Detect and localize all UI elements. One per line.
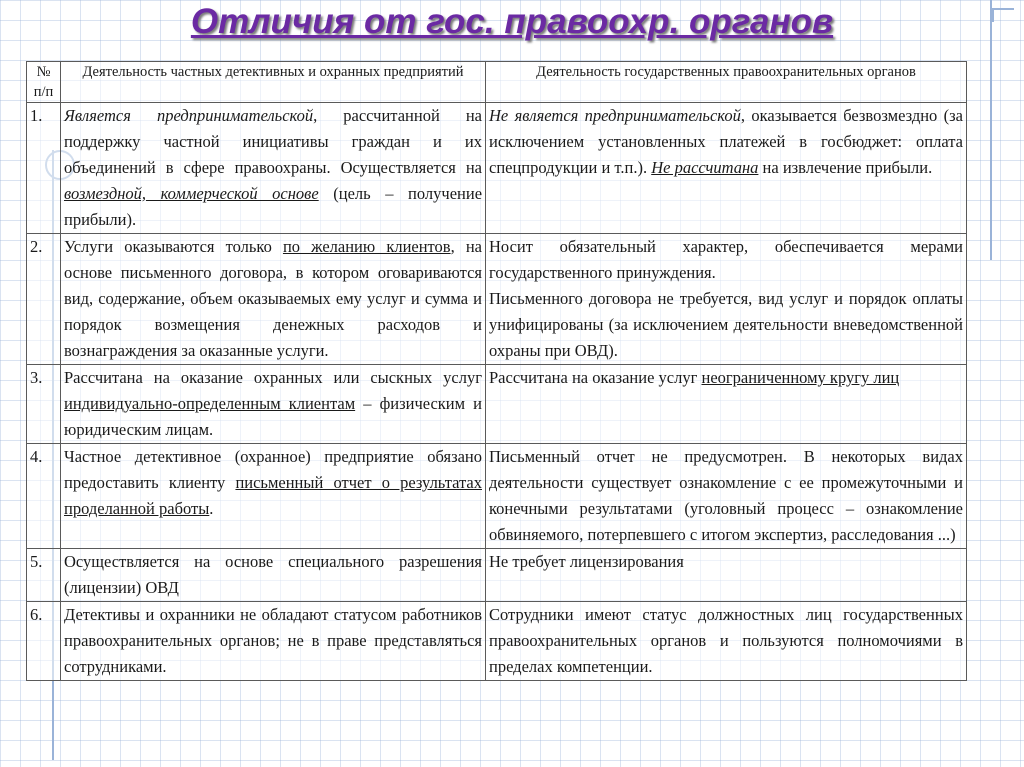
cell-state — [486, 234, 967, 365]
cell-text: Рассчитана на оказание услуг — [489, 368, 702, 387]
cell-private — [61, 365, 486, 444]
cell-text: Носит обязательный характер, обеспечивается мерами государственного принуждения. — [489, 237, 963, 282]
table-body — [27, 103, 967, 681]
cell-text: Письменный отчет не предусмотрен. В некоторых видах деятельности существует ознакомление с ее промежуточными и конечными результатами (уголовный процесс – ознакомление обвиняемого, потерпевшего с итогом экспертиз, расследования ...) — [489, 447, 963, 544]
cell-text: Письменного договора не требуется, вид услуг и порядок оплаты унифицированы (за исключением деятельности вневедомственной охраны при ОВД). — [489, 289, 963, 360]
cell-text: индивидуально-определенным клиентам — [64, 394, 356, 413]
cell-private — [61, 549, 486, 602]
slide-title: Отличия от гос. правоохр. органов — [190, 2, 834, 41]
cell-text: Частное детективное (охранное) предприятие обязано предоставить клиенту — [64, 447, 482, 492]
row-number: 2. — [27, 234, 61, 365]
cell-text: Не является предпринимательской — [489, 106, 741, 125]
cell-text: Осуществляется на основе специального разрешения (лицензии) ОВД — [64, 552, 482, 597]
row-number: 1. — [27, 103, 61, 234]
table-row — [27, 444, 967, 549]
cell-text: Не требует лицензирования — [489, 552, 684, 571]
cell-private — [61, 444, 486, 549]
cell-text: , рассчитанной на поддержку частной инициативы граждан и их объединений в сфере правоохраны. Осуществляется на — [64, 106, 482, 177]
table-header-row — [27, 62, 967, 103]
cell-text: неограниченному кругу лиц — [701, 368, 900, 387]
row-number: 5. — [27, 549, 61, 602]
cell-text: Сотрудники имеют статус должностных лиц государственных правоохранительных органов и пользуются полномочиями в пределах компетенции. — [489, 605, 963, 676]
cell-private — [61, 602, 486, 681]
row-number: 3. — [27, 365, 61, 444]
cell-text: на извлечение прибыли. — [758, 158, 933, 177]
cell-state — [486, 549, 967, 602]
table-row — [27, 103, 967, 234]
cell-text: возмездной, коммерческой основе — [64, 184, 319, 203]
table-row — [27, 549, 967, 602]
header-private: Деятельность частных детективных и охранных предприятий — [61, 62, 486, 103]
table-row — [27, 602, 967, 681]
cell-text: Не рассчитана — [651, 158, 759, 177]
cell-text: Является предпринимательской — [64, 106, 314, 125]
row-number: 6. — [27, 602, 61, 681]
cell-state — [486, 444, 967, 549]
cell-text: , оказывается безвозмездно (за исключением установленных платежей в госбюджет: оплата спецпродукции и т.п.). — [489, 106, 963, 177]
cell-state — [486, 602, 967, 681]
table-row — [27, 365, 967, 444]
cell-text: – физическим и юридическим лицам. — [64, 394, 483, 439]
cell-text: письменный отчет о результатах проделанной работы — [64, 473, 482, 518]
cell-text: , на основе письменного договора, в котором оговариваются вид, содержание, объем оказываемых ему услуг и сумма и порядок возмещения денежных расходов и вознаграждения за оказанные услуги. — [64, 237, 482, 360]
table-row — [27, 234, 967, 365]
cell-text: Услуги оказываются только — [64, 237, 283, 256]
cell-text: (цель – получение прибыли). — [64, 184, 483, 229]
cell-text: Детективы и охранники не обладают статусом работников правоохранительных органов; не в праве представляться сотрудниками. — [64, 605, 482, 676]
header-state: Деятельность государственных правоохранительных органов — [486, 62, 967, 103]
cell-text: . — [209, 499, 214, 518]
comparison-table — [26, 61, 967, 681]
cell-text: по желанию клиентов — [282, 237, 451, 256]
cell-state — [486, 365, 967, 444]
header-num: № п/п — [27, 62, 61, 103]
cell-private — [61, 234, 486, 365]
cell-private — [61, 103, 486, 234]
cell-text: Рассчитана на оказание охранных или сыскных услуг — [64, 368, 482, 387]
cell-state — [486, 103, 967, 234]
row-number: 4. — [27, 444, 61, 549]
